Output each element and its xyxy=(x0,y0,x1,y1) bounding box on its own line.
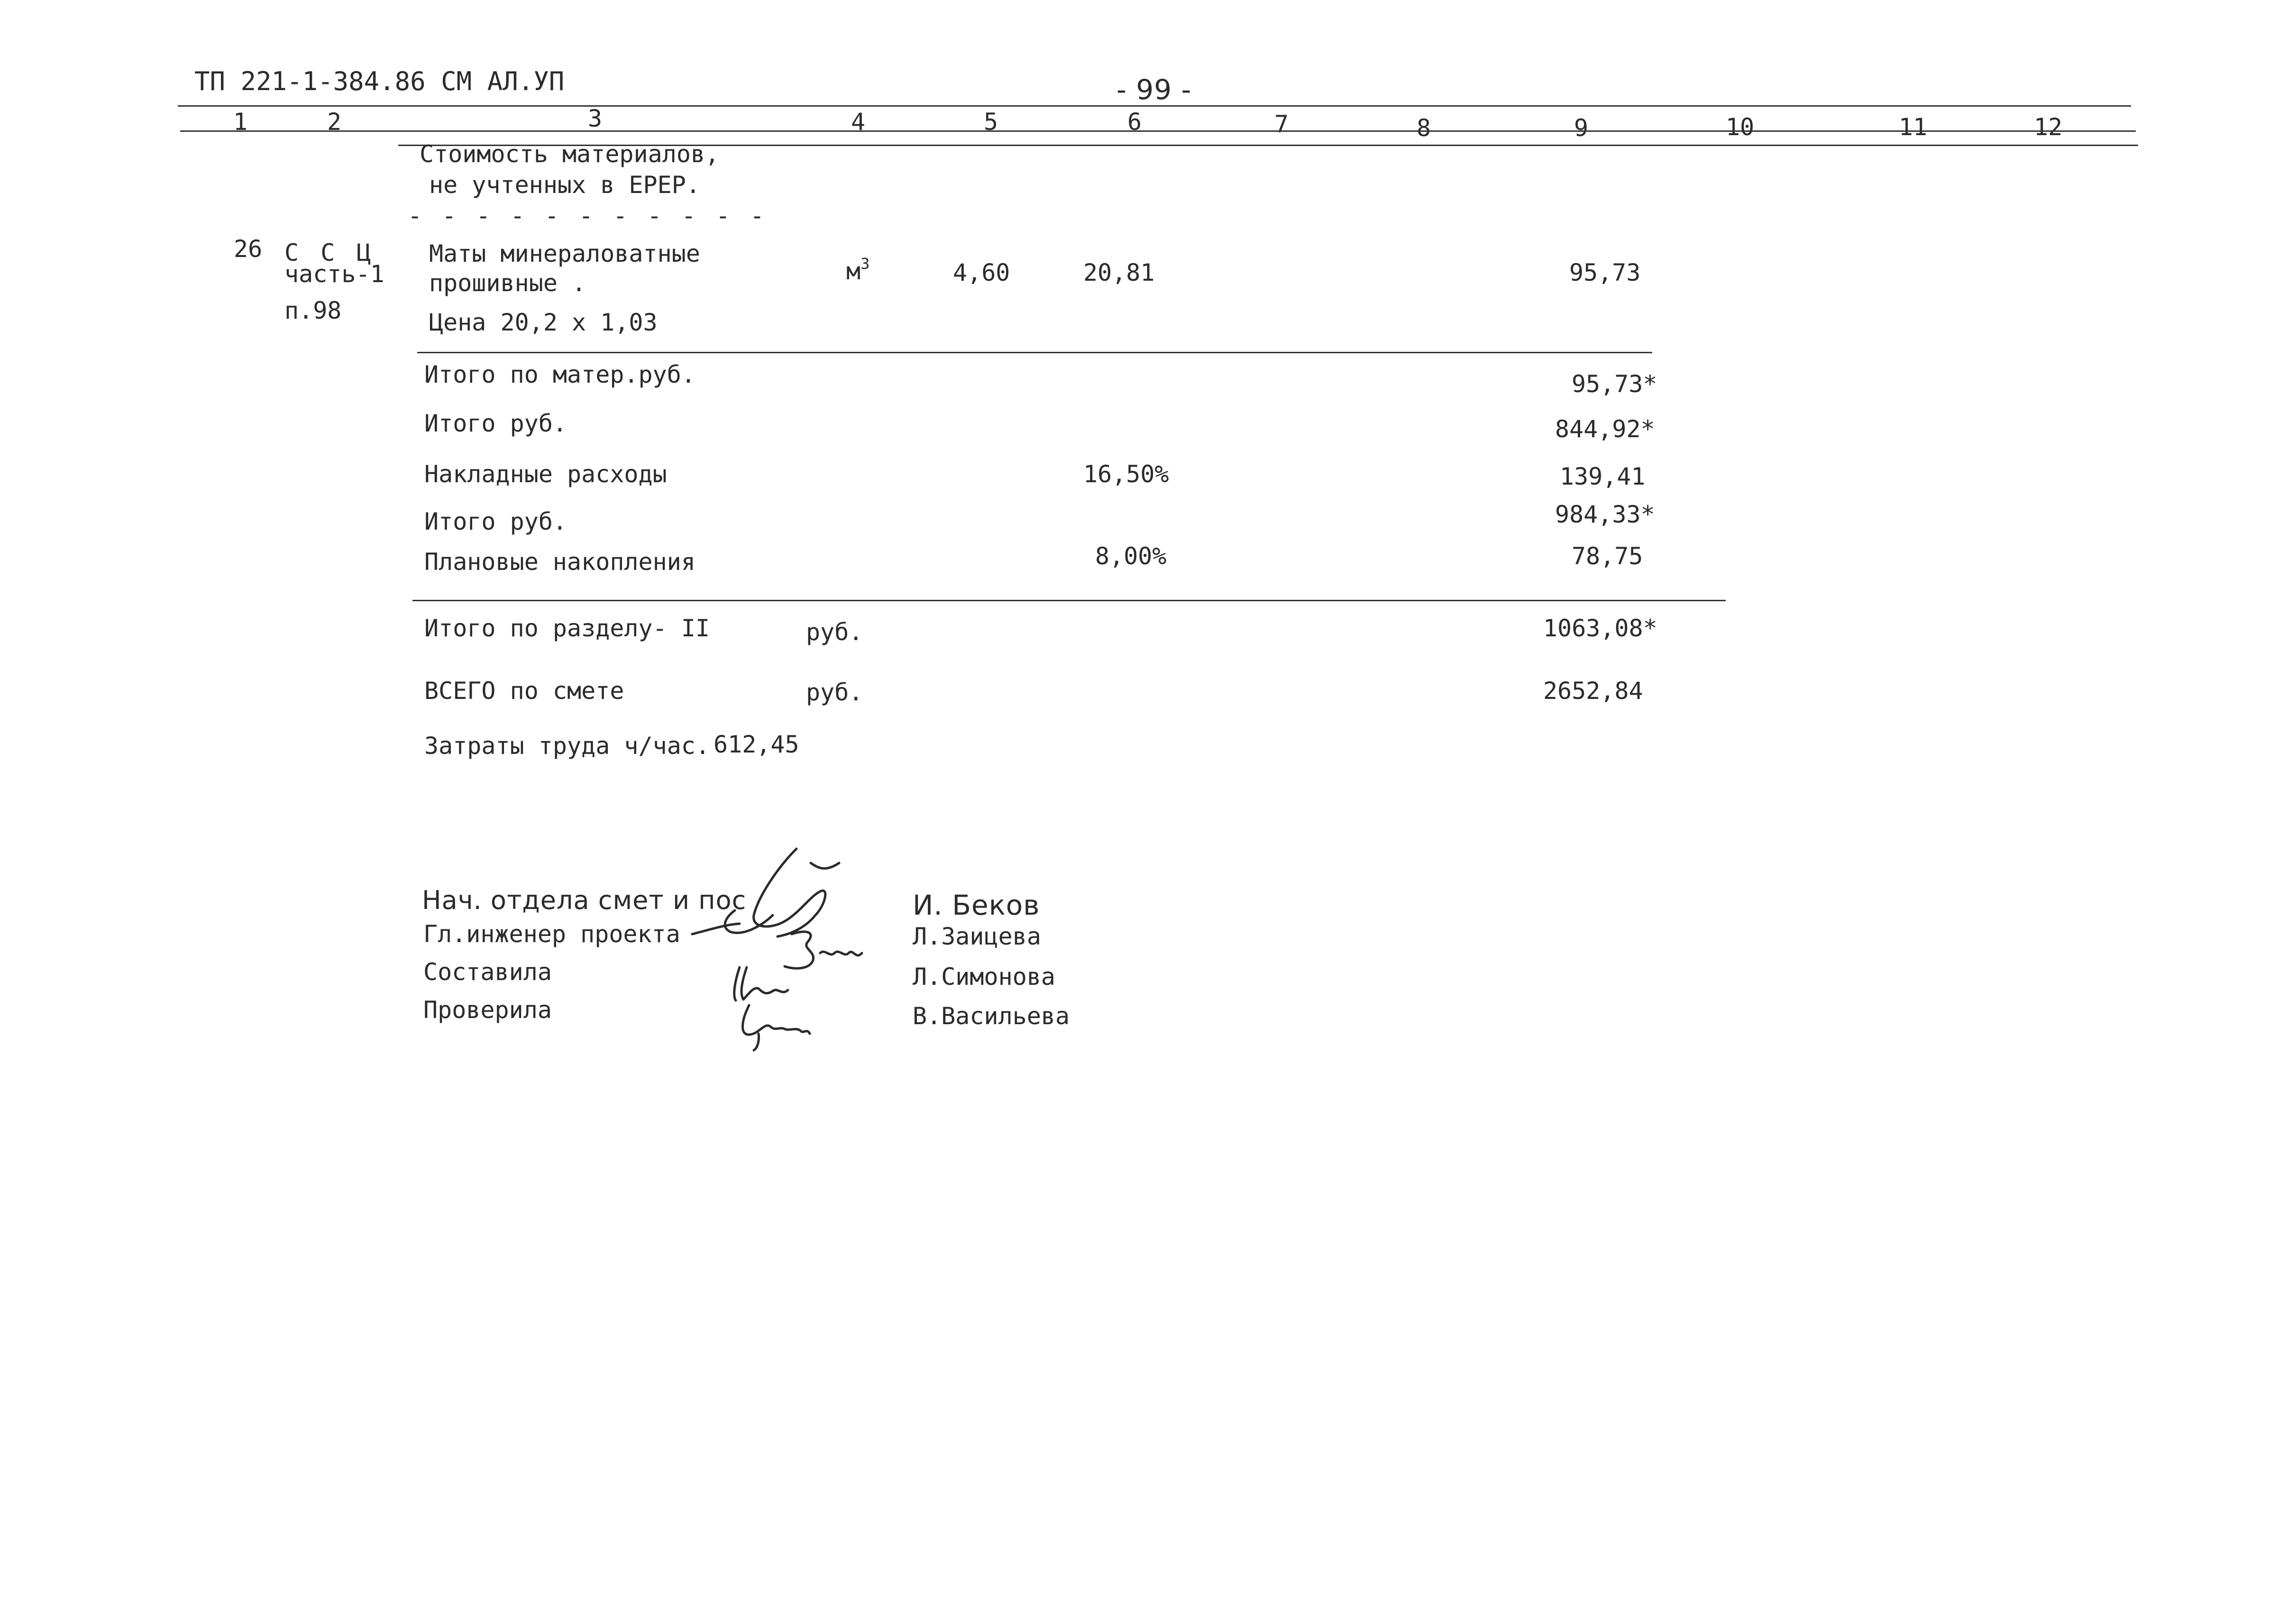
document-code: ТП 221-1-384.86 СМ АЛ.УП xyxy=(194,66,565,96)
item-total: 95,73 xyxy=(1569,259,1641,286)
signature-role: Проверила xyxy=(423,996,552,1024)
section-separator: - - - - - - - - - - - xyxy=(408,202,768,229)
signature-role: Гл.инженер проекта xyxy=(423,920,680,948)
item-quantity: 4,60 xyxy=(953,259,1010,286)
item-source: п.98 xyxy=(284,297,342,324)
total-label: Итого руб. xyxy=(424,508,567,535)
column-number: 10 xyxy=(1726,113,1755,141)
item-name: Маты минераловатные xyxy=(429,240,700,267)
column-number: 12 xyxy=(2034,113,2063,141)
section-total-amount: 1063,08* xyxy=(1543,615,1657,642)
signature-name: И. Беков xyxy=(913,889,1040,921)
column-number: 9 xyxy=(1574,114,1589,142)
handwritten-signature-marks xyxy=(683,839,901,1057)
grand-total-unit: руб. xyxy=(806,679,863,706)
signature-name: Л.Заицева xyxy=(913,923,1041,950)
page-number: - 99 - xyxy=(1116,73,1192,106)
signature-role: Составила xyxy=(423,958,552,986)
section-total-unit: руб. xyxy=(806,618,863,646)
signature-name: Л.Симонова xyxy=(913,963,1056,991)
total-amount: 984,33* xyxy=(1555,501,1655,528)
item-divider xyxy=(417,352,1652,353)
signature-role: Нач. отдела смет и пос xyxy=(422,885,747,915)
column-number: 6 xyxy=(1127,108,1142,136)
header-top-rule xyxy=(178,105,2131,107)
section-title: Стоимость материалов, xyxy=(420,140,720,168)
total-label: Накладные расходы xyxy=(424,460,667,488)
column-number: 3 xyxy=(588,105,603,132)
column-number: 2 xyxy=(327,108,342,136)
item-name: прошивные . xyxy=(429,269,586,297)
total-label: Плановые накопления xyxy=(424,548,695,576)
total-label: Итого руб. xyxy=(424,410,567,437)
total-amount: 78,75 xyxy=(1572,542,1643,570)
section-total-divider xyxy=(412,600,1726,601)
header-mid-rule xyxy=(180,130,2136,132)
column-number: 8 xyxy=(1417,114,1431,142)
total-label: Итого по матер.руб. xyxy=(424,361,695,388)
total-percent: 8,00% xyxy=(1095,542,1167,570)
section-title: не учтенных в ЕРЕР. xyxy=(429,171,700,199)
item-source: часть-1 xyxy=(284,260,384,288)
labor-value: 612,45 xyxy=(713,731,799,758)
total-percent: 16,50% xyxy=(1083,460,1169,488)
grand-total-amount: 2652,84 xyxy=(1543,677,1643,705)
total-amount: 95,73* xyxy=(1572,370,1657,398)
item-price-note: Цена 20,2 х 1,03 xyxy=(429,309,658,336)
signature-name: В.Васильева xyxy=(913,1002,1070,1030)
total-amount: 139,41 xyxy=(1560,463,1646,490)
item-number: 26 xyxy=(234,235,263,263)
total-amount: 844,92* xyxy=(1555,415,1655,443)
section-total-label: Итого по разделу- II xyxy=(424,615,710,642)
item-source: С С Ц xyxy=(284,239,375,266)
item-unit-price: 20,81 xyxy=(1083,259,1155,286)
item-unit: $м^3$ xyxy=(846,255,870,285)
column-number: 11 xyxy=(1899,113,1928,141)
column-number: 7 xyxy=(1274,110,1289,138)
labor-label: Затраты труда ч/час. xyxy=(424,732,710,760)
column-number: 5 xyxy=(984,108,998,136)
column-number: 4 xyxy=(851,108,866,136)
column-number: 1 xyxy=(233,108,248,136)
grand-total-label: ВСЕГО по смете xyxy=(424,677,624,705)
